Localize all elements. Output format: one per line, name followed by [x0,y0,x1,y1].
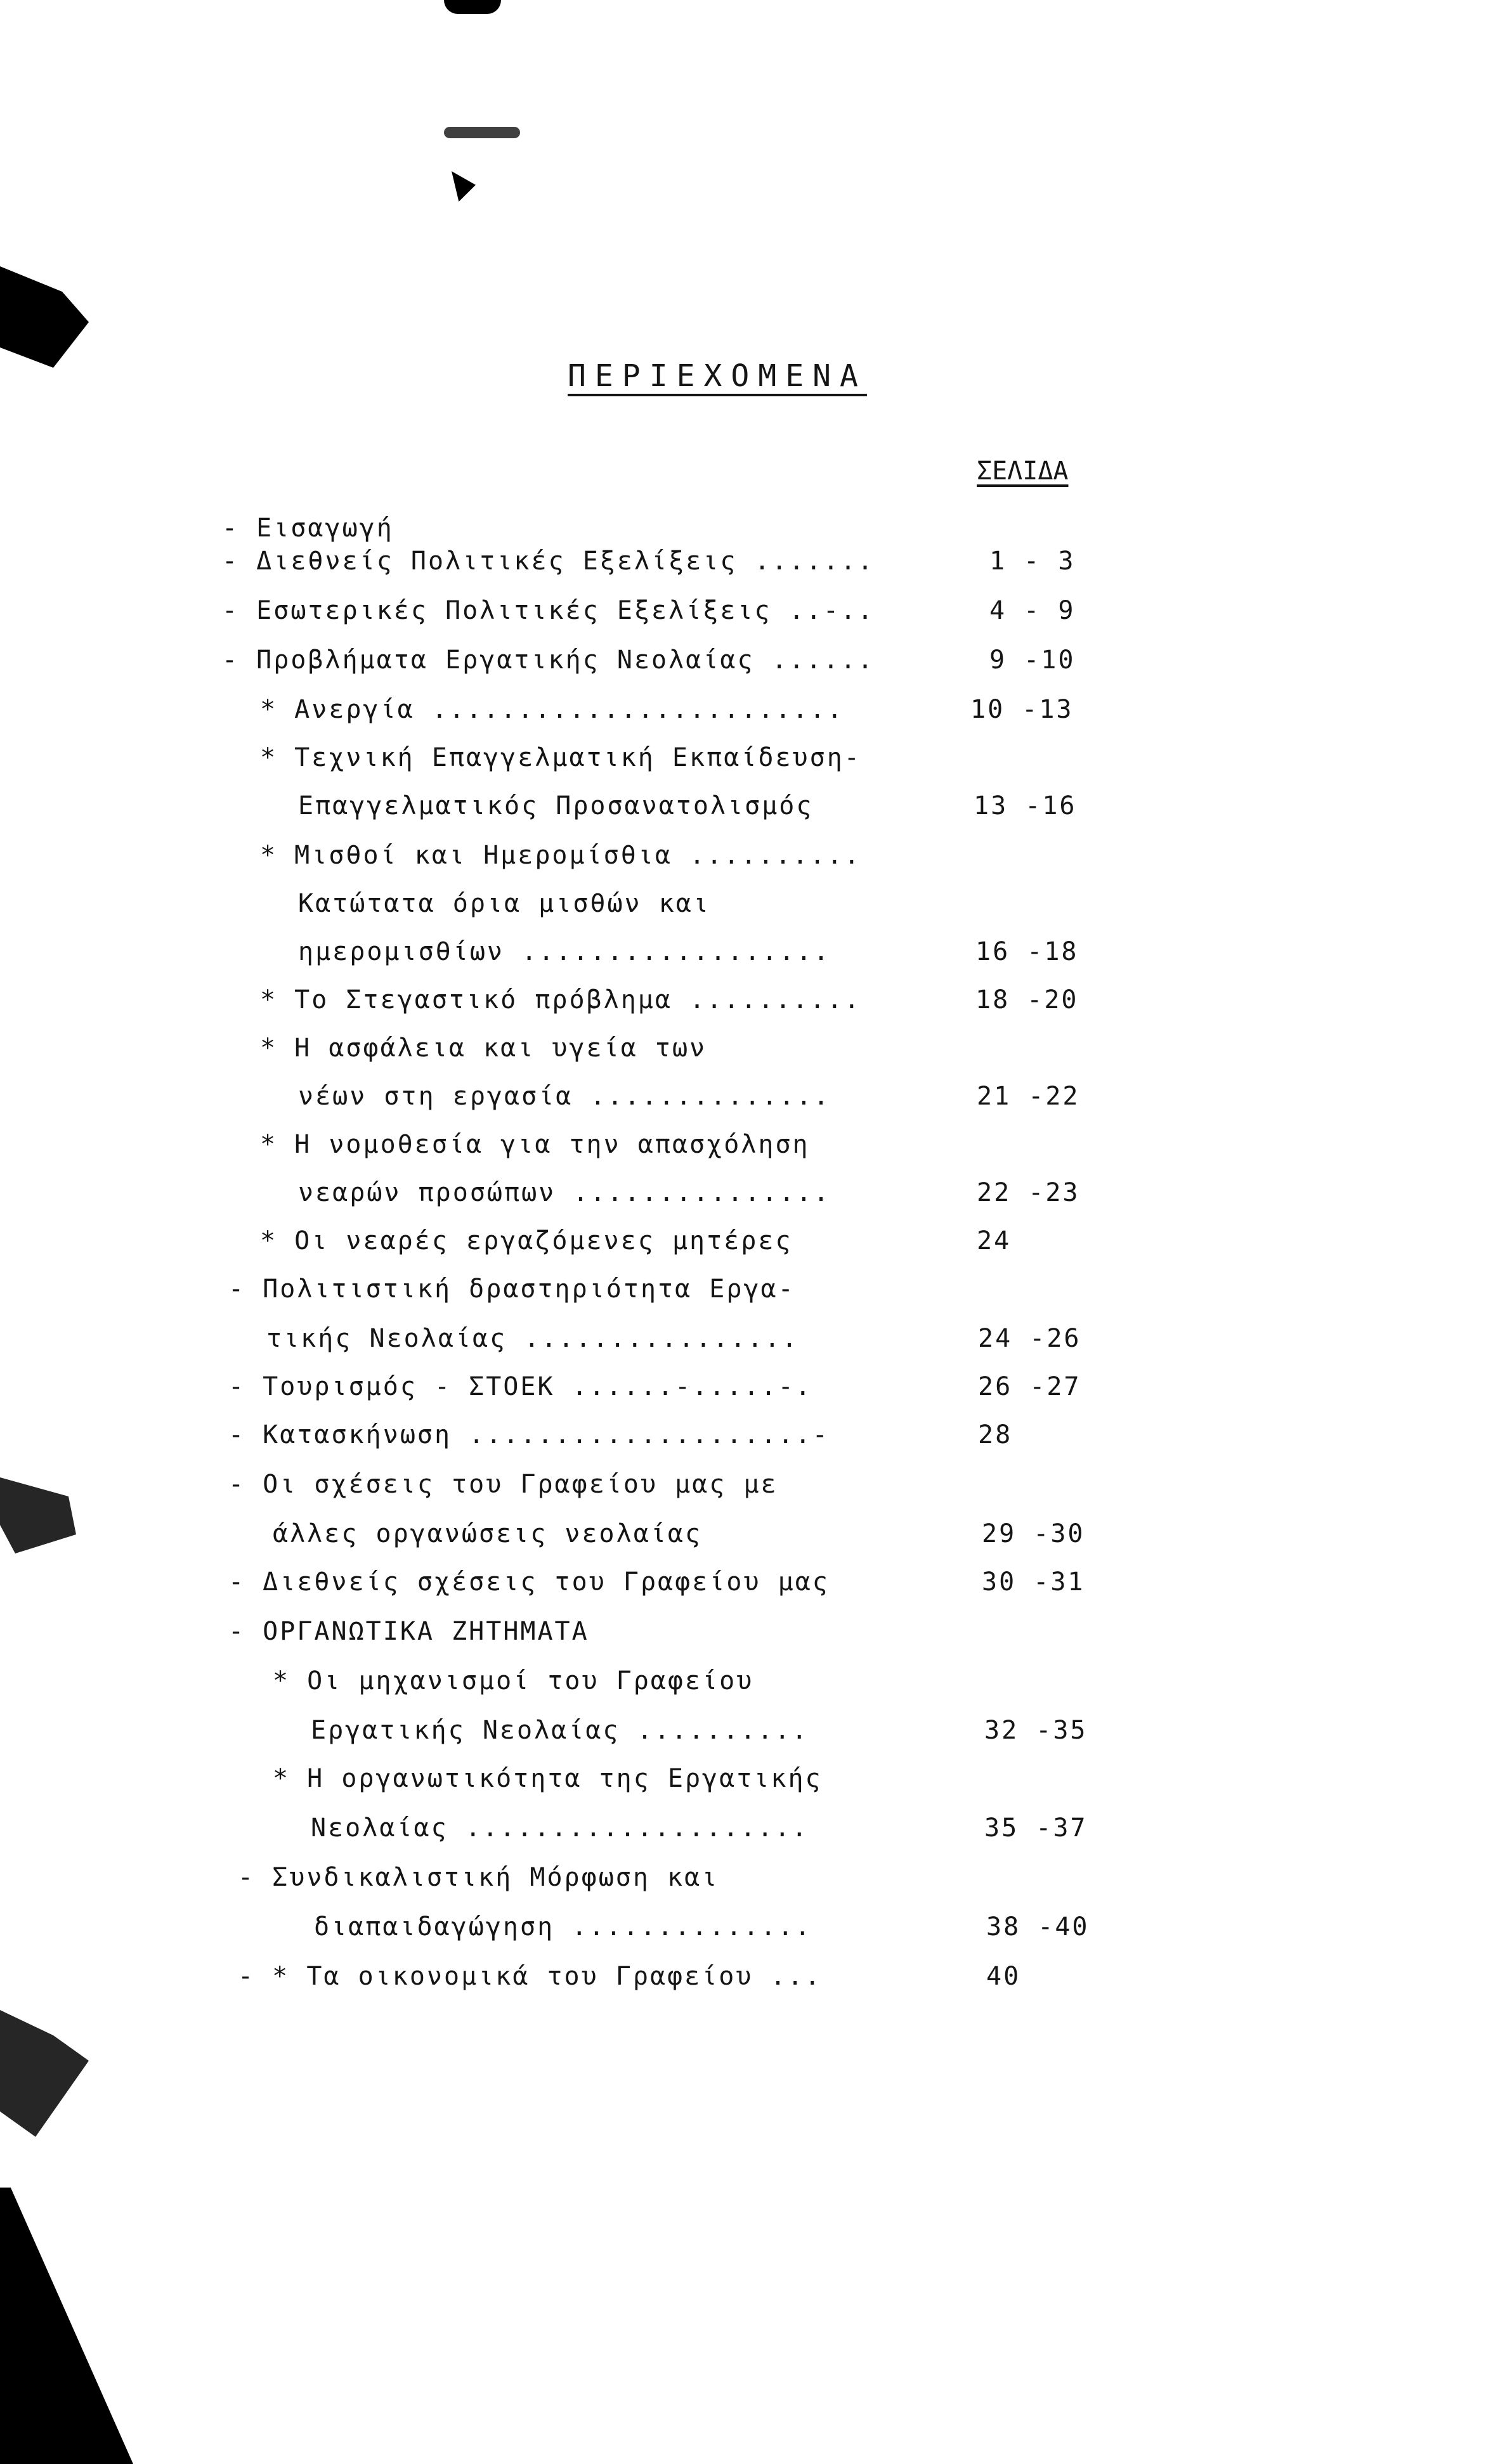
toc-entry-legislation: * Η νομοθεσία για την απασχόληση [260,1130,810,1159]
toc-pages-unemployment: 10 -13 [970,695,1074,724]
scan-mark-arrow [452,171,476,202]
scan-mark-top [444,0,501,14]
toc-pages-cultural-activity: 24 -26 [978,1324,1081,1353]
toc-pages-finances: 40 [986,1962,1021,1991]
toc-entry-legislation-cont: νεαρών προσώπων ............... [298,1178,831,1207]
toc-entry-daily-wages: ημερομισθίων .................. [298,937,831,966]
toc-entry-safety-health: * Η ασφάλεια και υγεία των [260,1034,707,1063]
toc-pages-mechanisms: 32 -35 [984,1716,1088,1745]
toc-entry-tourism: - Τουρισμός - ΣΤΟΕΚ ......-.....-. [228,1372,812,1401]
scan-mark-left-1 [0,266,89,368]
toc-pages-legislation: 22 -23 [977,1178,1080,1207]
toc-pages-housing: 18 -20 [975,985,1079,1015]
toc-entry-cultural-activity: - Πολιτιστική δραστηριότητα Εργα- [228,1274,795,1304]
toc-pages-youth-problems: 9 -10 [989,645,1076,675]
toc-entry-safety-health-cont: νέων στη εργασία .............. [298,1082,831,1111]
toc-entry-organization: * Η οργανωτικότητα της Εργατικής [273,1764,823,1793]
toc-entry-vocational-guidance: Επαγγελματικός Προσανατολισμός [298,791,814,820]
toc-pages-international-politics: 1 - 3 [989,547,1076,576]
page-column-header: ΣΕΛΙΔΑ [977,457,1069,486]
toc-pages-organization: 35 -37 [984,1813,1088,1843]
toc-entry-organization-cont: Νεολαίας .................... [311,1813,809,1843]
toc-entry-camping: - Κατασκήνωση ....................- [228,1420,830,1449]
toc-entry-vocational-education: * Τεχνική Επαγγελματική Εκπαίδευση- [260,743,861,772]
toc-entry-cultural-activity-cont: τικής Νεολαίας ................ [266,1324,799,1353]
toc-pages-domestic-politics: 4 - 9 [989,596,1076,625]
toc-entry-relations-cont: άλλες οργανώσεις νεολαίας [273,1519,703,1548]
toc-pages-daily-wages: 16 -18 [975,937,1079,966]
toc-pages-camping: 28 [978,1420,1013,1449]
toc-entry-youth-problems: - Προβλήματα Εργατικής Νεολαίας ...... [222,645,875,675]
scan-mark-left-2 [0,1458,76,1553]
toc-entry-mechanisms-cont: Εργατικής Νεολαίας .......... [311,1716,809,1745]
toc-entry-wages: * Μισθοί και Ημερομίσθια .......... [260,841,861,870]
document-title: ΠΕΡΙΕΧΟΜΕΝΑ [568,358,867,394]
toc-entry-introduction: - Εισαγωγή [222,514,394,543]
toc-pages-working-mothers: 24 [977,1226,1012,1255]
toc-entry-organizational-issues: - ΟΡΓΑΝΩΤΙΚΑ ΖΗΤΗΜΑΤΑ [228,1617,589,1646]
toc-entry-union-education-cont: διαπαιδαγώγηση .............. [314,1912,812,1942]
scan-mark-corner [0,2188,133,2464]
toc-entry-union-education: - Συνδικαλιστική Μόρφωση και [238,1863,719,1892]
scan-mark-left-3 [0,2010,89,2137]
toc-pages-international-relations: 30 -31 [982,1567,1085,1597]
toc-entry-working-mothers: * Οι νεαρές εργαζόμενες μητέρες [260,1226,793,1255]
toc-pages-tourism: 26 -27 [978,1372,1081,1401]
toc-entry-finances: - * Τα οικονομικά του Γραφείου ... [238,1962,822,1991]
toc-pages-safety-health: 21 -22 [977,1082,1080,1111]
toc-entry-mechanisms: * Οι μηχανισμοί του Γραφείου [273,1666,754,1696]
toc-pages-vocational-guidance: 13 -16 [974,791,1077,820]
toc-entry-minimum-wages: Κατώτατα όρια μισθών και [298,889,710,918]
toc-entry-relations: - Οι σχέσεις του Γραφείου μας με [228,1470,778,1499]
toc-entry-international-relations: - Διεθνείς σχέσεις του Γραφείου μας [228,1567,830,1597]
toc-entry-unemployment: * Ανεργία ........................ [260,695,844,724]
toc-entry-domestic-politics: - Εσωτερικές Πολιτικές Εξελίξεις ..-.. [222,596,875,625]
toc-entry-housing: * Το Στεγαστικό πρόβλημα .......... [260,985,861,1015]
toc-pages-relations: 29 -30 [982,1519,1085,1548]
scan-mark-top-small [444,127,520,138]
toc-pages-union-education: 38 -40 [986,1912,1090,1942]
toc-entry-international-politics: - Διεθνείς Πολιτικές Εξελίξεις ....... [222,547,875,576]
